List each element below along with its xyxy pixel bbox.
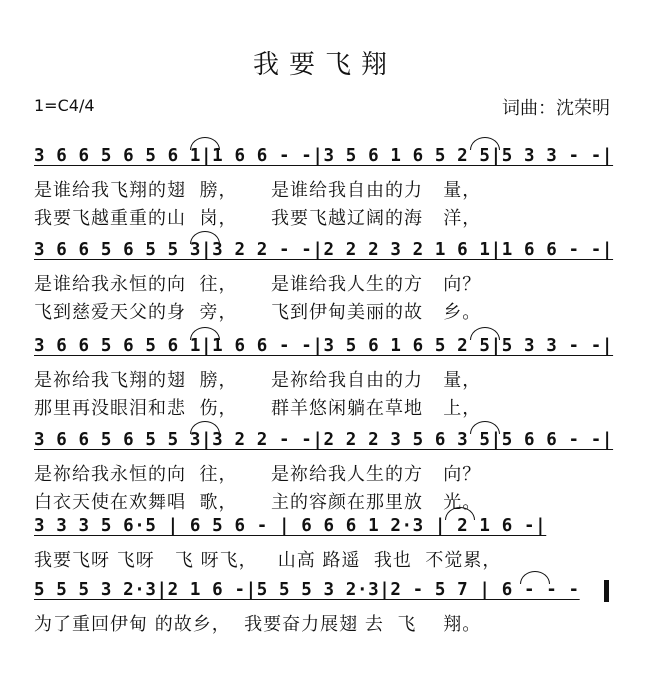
notation-line-2: 3 6 6 5 6 5 5 3|3 2 2 - -|2 2 2 3 2 1 6 1|1 6 6 - -| [34, 240, 614, 260]
author-credit: 词曲：沈荣明 [502, 98, 610, 119]
tie-mark [190, 421, 220, 434]
notation-line-3: 3 6 6 5 6 5 6 1|1 6 6 - -|3 5 6 1 6 5 2 5|5 3 3 - -| [34, 336, 614, 356]
tie-mark [190, 137, 220, 150]
final-barline [604, 580, 609, 602]
song-title: 我要飞翔 [252, 50, 397, 80]
lyric-line-2b: 飞到慈爱天父的身 旁， 飞到伊甸美丽的故 乡。 [34, 302, 482, 323]
lyric-line-3b: 那里再没眼泪和悲 伤， 群羊悠闲躺在草地 上， [34, 398, 482, 419]
key-signature: 1=C4/4 [34, 96, 95, 115]
tie-mark [190, 327, 220, 340]
notation-line-6: 5 5 5 3 2·3|2 1 6 -|5 5 5 3 2·3|2 - 5 7 | 6 - - - [34, 580, 580, 600]
notation-line-4: 3 6 6 5 6 5 5 3|3 2 2 - -|2 2 2 3 5 6 3 5|5 6 6 - -| [34, 430, 614, 450]
lyric-line-2a: 是谁给我永恒的向 往， 是谁给我人生的方 向？ [34, 274, 482, 295]
lyric-line-5: 我要飞呀 飞呀 飞 呀飞， 山高 路遥 我也 不觉累， [34, 550, 502, 571]
lyric-line-4a: 是祢给我永恒的向 往， 是祢给我人生的方 向？ [34, 464, 482, 485]
lyric-line-1b: 我要飞越重重的山 岗， 我要飞越辽阔的海 洋， [34, 208, 482, 229]
tie-mark [470, 421, 500, 434]
lyric-line-1a: 是谁给我飞翔的翅 膀， 是谁给我自由的力 量， [34, 180, 482, 201]
tie-mark [520, 571, 550, 584]
tie-mark [470, 327, 500, 340]
lyric-line-6: 为了重回伊甸 的故乡， 我要奋力展翅 去 飞 翔。 [34, 614, 482, 635]
tie-mark [470, 137, 500, 150]
notation-line-5: 3 3 3 5 6·5 | 6 5 6 - | 6 6 6 1 2·3 | 2 1 6 -| [34, 516, 547, 536]
lyric-line-3a: 是祢给我飞翔的翅 膀， 是祢给我自由的力 量， [34, 370, 482, 391]
notation-line-1: 3 6 6 5 6 5 6 1|1 6 6 - -|3 5 6 1 6 5 2 5|5 3 3 - -| [34, 146, 614, 166]
tie-mark [190, 231, 220, 244]
lyric-line-4b: 白衣天使在欢舞唱 歌， 主的容颜在那里放 光。 [34, 492, 482, 513]
